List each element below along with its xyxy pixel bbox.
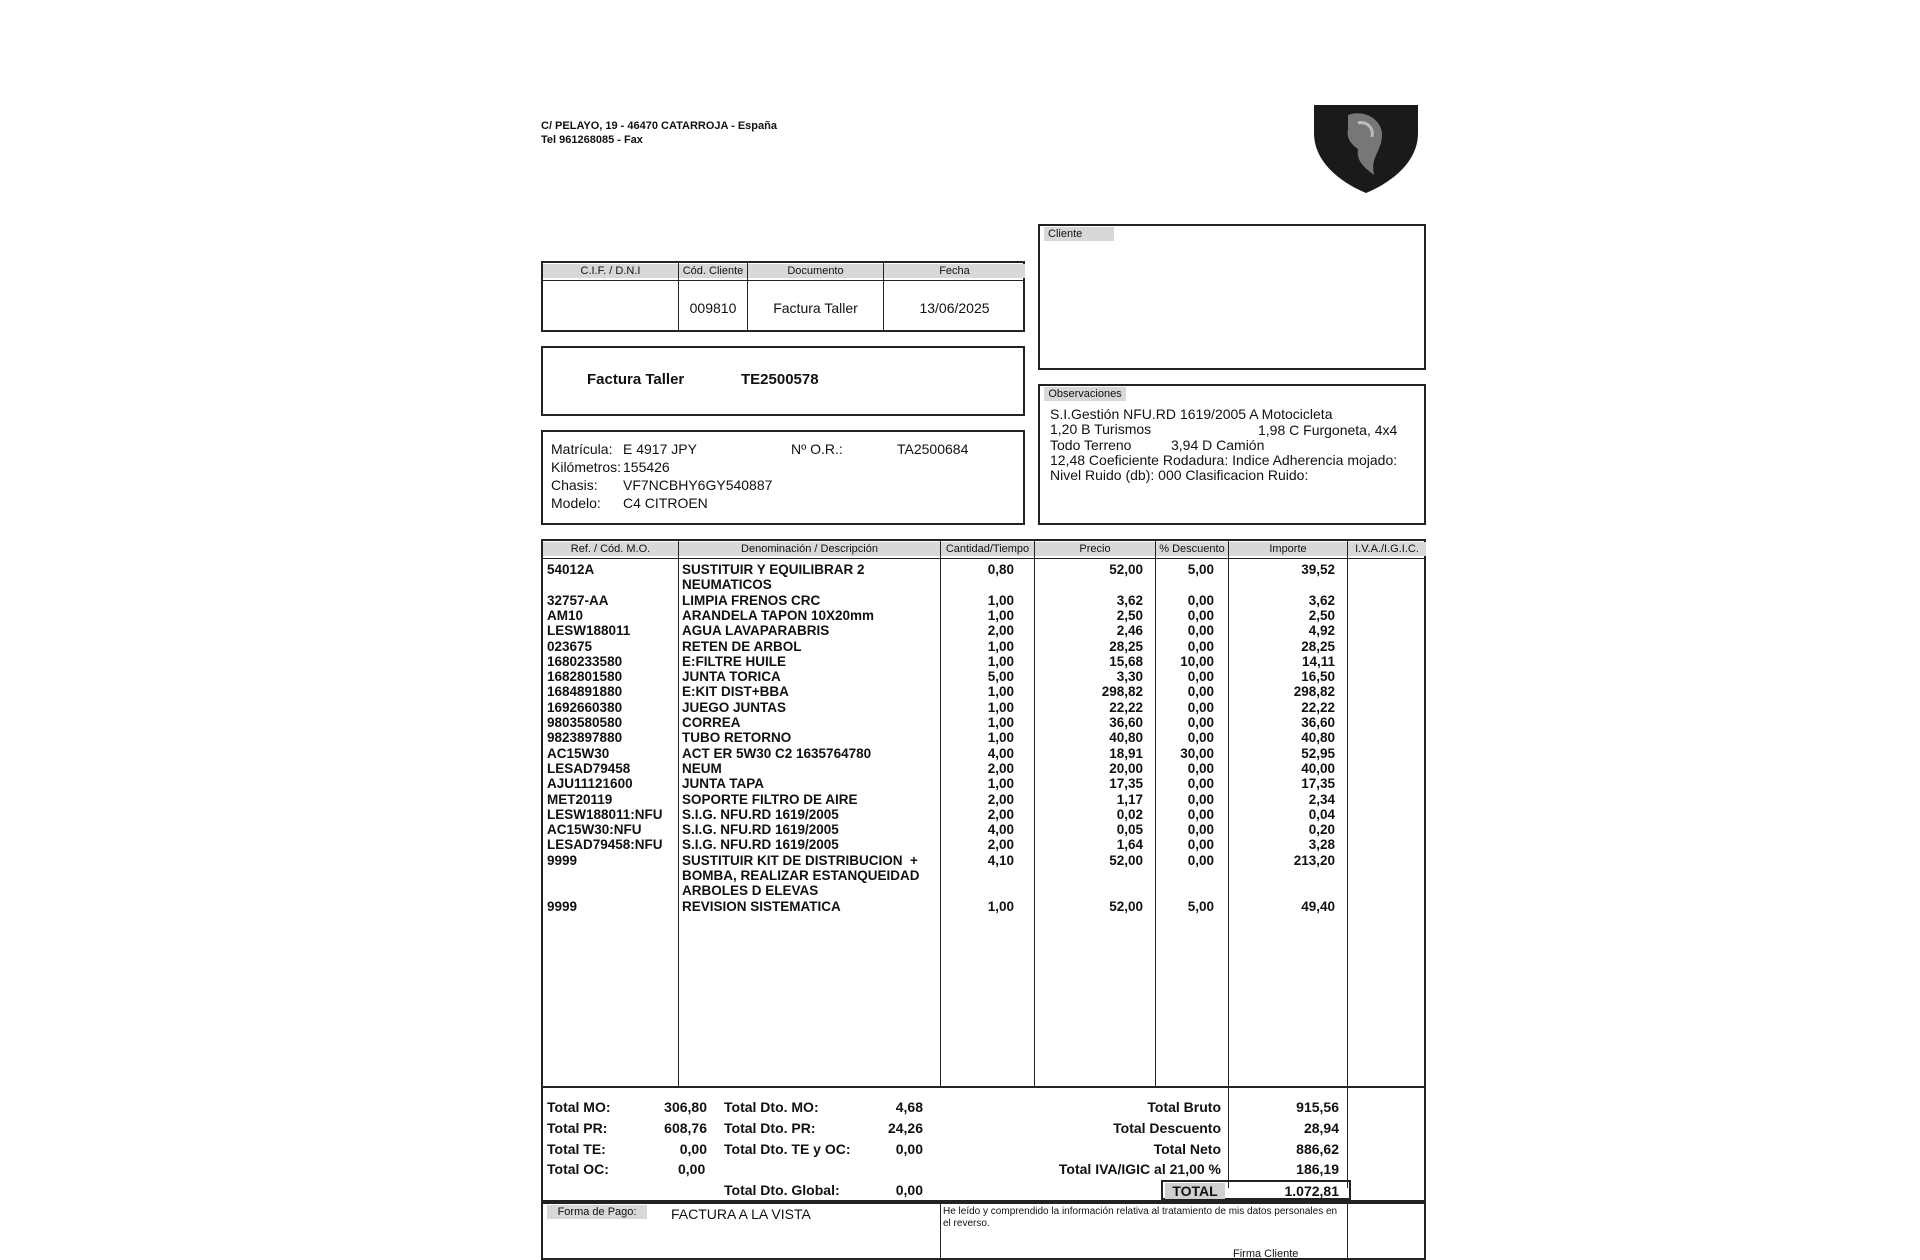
table-row [543,761,1424,776]
row-ref: 32757-AA [547,592,609,608]
chassis-value: VF7NCBHY6GY540887 [623,477,773,493]
row-discount: 0,00 [1187,638,1214,654]
km-value: 155426 [623,459,670,475]
row-desc: SUSTITUIR Y EQUILIBRAR 2 NEUMATICOS [682,562,865,592]
model-value: C4 CITROEN [623,495,708,511]
table-row [543,792,1424,807]
row-amount: 28,25 [1301,638,1335,654]
plate-value: E 4917 JPY [623,441,697,457]
fecha-value: 13/06/2025 [919,300,990,316]
row-price: 20,00 [1109,760,1143,776]
col-vat: I.V.A./I.G.I.C. [1348,542,1426,556]
col-qty: Cantidad/Tiempo [941,542,1034,556]
row-desc: SUSTITUIR KIT DE DISTRIBUCION + BOMBA, REALIZAR ESTANQUEIDAD ARBOLES D ELEVAS [682,852,920,898]
row-desc: REVISION SISTEMATICA [682,898,841,914]
row-ref: LESW188011 [547,623,631,639]
row-discount: 0,00 [1187,715,1214,730]
row-discount: 0,00 [1187,760,1214,776]
obs-line-4: Todo Terreno [1050,437,1132,453]
row-discount: 5,00 [1187,562,1214,577]
row-amount: 0,04 [1308,806,1335,822]
signature-label: Firma Cliente [1233,1248,1299,1260]
row-desc: S.I.G. NFU.RD 1619/2005 [682,806,839,822]
iva-value: 186,19 [1296,1161,1339,1177]
row-discount: 0,00 [1187,806,1214,822]
row-qty: 2,00 [987,837,1014,853]
total-oc-label: Total OC: [547,1161,609,1177]
row-ref: 9803580580 [547,715,623,730]
items-table [541,539,1426,1088]
dto-pr-label: Total Dto. PR: [724,1120,816,1136]
row-qty: 4,00 [987,745,1014,761]
row-price: 15,68 [1109,653,1143,669]
col-fecha: Fecha [884,264,1025,278]
row-price: 52,00 [1109,562,1143,577]
row-price: 52,00 [1109,898,1143,914]
row-amount: 2,34 [1308,791,1335,807]
col-ref: Ref. / Cód. M.O. [543,542,678,556]
neto-label: Total Neto [1153,1141,1221,1157]
row-discount: 0,00 [1187,852,1214,868]
row-desc: SOPORTE FILTRO DE AIRE [682,791,858,807]
bruto-label: Total Bruto [1147,1099,1221,1115]
total-te-value: 0,00 [679,1141,707,1157]
row-desc: TUBO RETORNO [682,730,792,746]
total-te-label: Total TE: [547,1141,606,1157]
table-row [543,776,1424,791]
row-amount: 52,95 [1301,745,1335,761]
company-address: C/ PELAYO, 19 - 46470 CATARROJA - España [541,120,777,132]
row-amount: 40,80 [1301,730,1335,746]
row-qty: 1,00 [987,699,1014,715]
row-discount: 30,00 [1180,745,1214,761]
dto-mo-value: 4,68 [895,1099,923,1115]
row-price: 2,46 [1116,623,1143,639]
row-amount: 213,20 [1293,852,1335,868]
observations-box [1038,384,1426,525]
obs-line-7: Nivel Ruido (db): 000 Clasificacion Ruido: [1050,467,1309,483]
table-row [543,807,1424,822]
row-amount: 22,22 [1301,699,1335,715]
row-price: 18,91 [1109,745,1143,761]
header-table [541,261,1025,332]
table-row [543,715,1424,730]
row-amount: 16,50 [1301,669,1335,685]
row-discount: 0,00 [1187,699,1214,715]
row-qty: 1,00 [987,684,1014,700]
invoice-box [541,346,1025,416]
row-ref: AC15W30 [547,745,610,761]
dto-te-label: Total Dto. TE y OC: [724,1141,851,1157]
dto-te-value: 0,00 [895,1141,923,1157]
table-row [543,746,1424,761]
row-qty: 1,00 [987,776,1014,792]
row-price: 1,17 [1116,791,1143,807]
row-qty: 1,00 [987,638,1014,654]
row-ref: 1684891880 [547,684,623,700]
km-label: Kilómetros: [551,459,622,475]
plate-label: Matrícula: [551,441,613,457]
row-amount: 4,92 [1308,623,1335,639]
col-desc: Denominación / Descripción [679,542,940,556]
row-desc: AGUA LAVAPARABRIS [682,623,830,639]
dto-mo-label: Total Dto. MO: [724,1099,819,1115]
row-amount: 298,82 [1293,684,1335,700]
row-discount: 0,00 [1187,592,1214,608]
items-rows [543,562,1424,1086]
row-ref: AC15W30:NFU [547,822,642,838]
invoice-type: Factura Taller [587,371,685,388]
row-discount: 0,00 [1187,822,1214,838]
row-ref: 1680233580 [547,653,623,669]
row-ref: LESW188011:NFU [547,806,663,822]
footer-box [541,1202,1426,1260]
row-ref: 54012A [547,562,595,577]
descuento-value: 28,94 [1303,1120,1339,1136]
documento-value: Factura Taller [773,300,858,316]
table-row [543,700,1424,715]
table-row [543,899,1424,914]
row-discount: 0,00 [1187,669,1214,685]
row-desc: E:KIT DIST+BBA [682,684,789,700]
col-cod-cliente: Cód. Cliente [679,264,747,278]
row-price: 3,62 [1116,592,1143,608]
row-qty: 1,00 [987,730,1014,746]
neto-value: 886,62 [1296,1141,1339,1157]
row-price: 3,30 [1116,669,1143,685]
row-amount: 39,52 [1301,562,1335,577]
row-ref: 023675 [547,638,593,654]
row-qty: 2,00 [987,806,1014,822]
row-ref: 9999 [547,898,578,914]
row-desc: S.I.G. NFU.RD 1619/2005 [682,822,839,838]
col-price: Precio [1035,542,1155,556]
total-mo-value: 306,80 [664,1099,707,1115]
row-ref: 1692660380 [547,699,623,715]
dto-global-value: 0,00 [895,1182,923,1198]
row-desc: ARANDELA TAPON 10X20mm [682,607,875,623]
cod-cliente-value: 009810 [689,300,737,316]
total-pr-value: 608,76 [664,1120,707,1136]
row-desc: E:FILTRE HUILE [682,653,786,669]
row-discount: 0,00 [1187,684,1214,700]
row-discount: 10,00 [1180,653,1214,669]
table-row [543,562,1424,592]
row-qty: 2,00 [987,760,1014,776]
row-qty: 2,00 [987,791,1014,807]
brand-logo [1308,105,1424,193]
col-discount: % Descuento [1156,542,1228,556]
col-cif: C.I.F. / D.N.I [543,264,678,278]
row-desc: LIMPIA FRENOS CRC [682,592,821,608]
row-price: 40,80 [1109,730,1143,746]
obs-line-3: 1,98 C Furgoneta, 4x4 [1258,422,1398,438]
row-qty: 5,00 [987,669,1014,685]
row-desc: JUEGO JUNTAS [682,699,787,715]
obs-line-5: 3,94 D Camión [1171,437,1265,453]
row-ref: 9823897880 [547,730,623,746]
observations-label: Observaciones [1044,387,1126,401]
row-price: 22,22 [1109,699,1143,715]
row-qty: 1,00 [987,592,1014,608]
vehicle-box [541,430,1025,525]
total-mo-label: Total MO: [547,1099,611,1115]
total-value: 1.072,81 [1284,1183,1339,1199]
model-label: Modelo: [551,495,601,511]
row-qty: 1,00 [987,898,1014,914]
total-oc-value: 0,00 [678,1161,706,1177]
or-value: TA2500684 [897,441,969,457]
row-desc: S.I.G. NFU.RD 1619/2005 [682,837,839,853]
obs-line-2: 1,20 B Turismos [1050,421,1152,437]
total-pr-label: Total PR: [547,1120,608,1136]
descuento-label: Total Descuento [1113,1120,1221,1136]
table-row [543,730,1424,745]
client-label: Cliente [1044,227,1114,241]
payment-value: FACTURA A LA VISTA [671,1206,811,1222]
iva-label: Total IVA/IGIC al 21,00 % [1058,1161,1221,1177]
table-row [543,669,1424,684]
row-desc: RETEN DE ARBOL [682,638,802,654]
row-price: 1,64 [1116,837,1143,853]
table-row [543,684,1424,699]
row-qty: 0,80 [987,562,1014,577]
obs-line-6: 12,48 Coeficiente Rodadura: Indice Adherencia mojado: [1050,452,1398,468]
row-discount: 0,00 [1187,623,1214,639]
table-row [543,608,1424,623]
row-qty: 4,00 [987,822,1014,838]
row-price: 52,00 [1109,852,1143,868]
table-row [543,852,1424,898]
row-amount: 2,50 [1308,607,1335,623]
total-label: TOTAL [1165,1183,1225,1199]
row-discount: 0,00 [1187,607,1214,623]
row-price: 0,02 [1116,806,1143,822]
or-label: Nº O.R.: [791,441,843,457]
obs-line-1: S.I.Gestión NFU.RD 1619/2005 A Motocicleta [1050,406,1333,422]
row-desc: NEUM [682,760,722,776]
row-desc: JUNTA TAPA [682,776,764,792]
row-amount: 49,40 [1301,898,1335,914]
row-discount: 0,00 [1187,791,1214,807]
payment-label: Forma de Pago: [547,1205,647,1219]
row-amount: 14,11 [1301,653,1335,669]
row-ref: LESAD79458:NFU [547,837,663,853]
row-amount: 17,35 [1301,776,1335,792]
row-ref: 1682801580 [547,669,623,685]
table-row [543,593,1424,608]
row-ref: AJU11121600 [547,776,633,792]
totals-box [541,1088,1426,1202]
row-ref: AM10 [547,607,584,623]
row-amount: 36,60 [1301,715,1335,730]
row-amount: 3,62 [1308,592,1335,608]
row-amount: 3,28 [1308,837,1335,853]
row-ref: MET20119 [547,791,613,807]
bruto-value: 915,56 [1296,1099,1339,1115]
row-desc: JUNTA TORICA [682,669,781,685]
chassis-label: Chasis: [551,477,598,493]
col-documento: Documento [748,264,883,278]
row-price: 36,60 [1109,715,1143,730]
table-row [543,837,1424,852]
row-qty: 2,00 [987,623,1014,639]
row-discount: 0,00 [1187,730,1214,746]
table-row [543,822,1424,837]
row-amount: 40,00 [1301,760,1335,776]
table-row [543,654,1424,669]
row-amount: 0,20 [1308,822,1335,838]
row-price: 2,50 [1116,607,1143,623]
row-price: 17,35 [1109,776,1143,792]
dto-pr-value: 24,26 [887,1120,923,1136]
row-discount: 0,00 [1187,776,1214,792]
row-ref: LESAD79458 [547,760,631,776]
table-row [543,623,1424,638]
client-box [1038,224,1426,370]
col-amount: Importe [1229,542,1347,556]
invoice-number: TE2500578 [741,371,819,388]
privacy-text: He leído y comprendido la información relativa al tratamiento de mis datos personales en el reverso. [943,1206,1338,1229]
row-discount: 5,00 [1187,898,1214,914]
dto-global-label: Total Dto. Global: [724,1182,840,1198]
row-desc: CORREA [682,715,741,730]
row-qty: 1,00 [987,607,1014,623]
company-phone: Tel 961268085 - Fax [541,134,643,146]
row-price: 0,05 [1116,822,1143,838]
row-qty: 1,00 [987,653,1014,669]
row-price: 28,25 [1109,638,1143,654]
row-price: 298,82 [1101,684,1143,700]
row-desc: ACT ER 5W30 C2 1635764780 [682,745,872,761]
row-discount: 0,00 [1187,837,1214,853]
row-qty: 4,10 [987,852,1014,868]
table-row [543,639,1424,654]
row-ref: 9999 [547,852,578,868]
row-qty: 1,00 [987,715,1014,730]
